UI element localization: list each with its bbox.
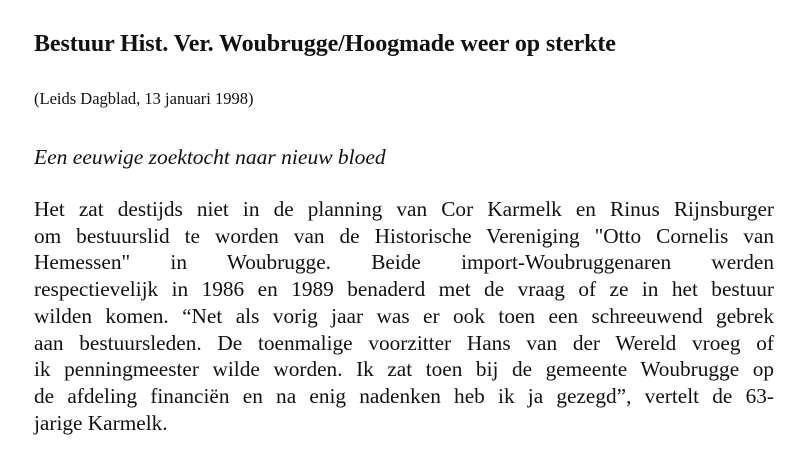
body-line: aan bestuursleden. De toenmalige voorzitter Hans van der Wereld vroeg of (34, 330, 774, 355)
body-line-last: jarige Karmelk. (34, 410, 168, 435)
body-line: wilden komen. “Net als vorig jaar was er ook toen een schreeuwend gebrek (34, 303, 774, 328)
body-line: de afdeling financiën en na enig nadenken heb ik ja gezegd”, vertelt de 63- (34, 383, 774, 408)
body-line: ik penningmeester wilde worden. Ik zat toen bij de gemeente Woubrugge op (34, 357, 774, 382)
body-line: Het zat destijds niet in de planning van Cor Karmelk en Rinus Rijnsburger (34, 197, 774, 221)
body-line: Hemessen" in Woubrugge. Beide import-Woubruggenaren werden (34, 250, 774, 275)
article-body (34, 196, 774, 436)
body-line: respectievelijk in 1986 en 1989 benaderd met de vraag of ze in het bestuur (34, 277, 774, 302)
article-source: (Leids Dagblad, 13 januari 1998) (34, 89, 254, 108)
article-headline: Bestuur Hist. Ver. Woubrugge/Hoogmade weer op sterkte (34, 31, 616, 57)
body-line: om bestuurslid te worden van de Historische Vereniging "Otto Cornelis van (34, 223, 774, 248)
article-subtitle: Een eeuwige zoektocht naar nieuw bloed (34, 145, 386, 169)
